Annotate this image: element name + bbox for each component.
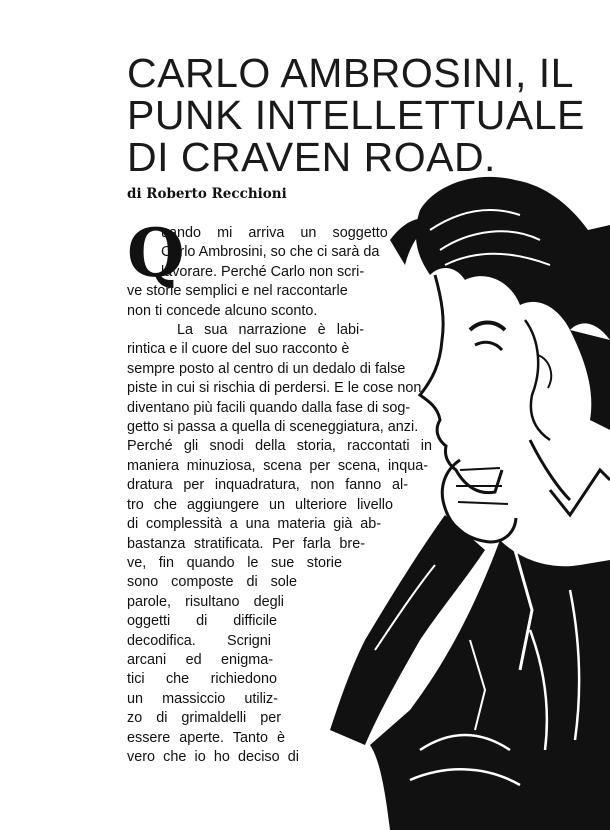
body-line: lavorare. Perché Carlo non scri- (161, 263, 365, 280)
body-line: decodifica. Scrigni (127, 632, 271, 649)
body-line: non ti concede alcuno sconto. (127, 302, 318, 319)
body-line: Carlo Ambrosini, so che ci sarà da (161, 244, 380, 261)
body-line: getto si passa a quella di sceneggiatura, anzi. (127, 419, 419, 436)
article-body (127, 214, 432, 767)
body-line: La sua narrazione è labi- (177, 322, 364, 339)
body-line: zo di grimaldelli per (127, 710, 281, 727)
title-line: PUNK INTELLETTUALE (127, 92, 585, 138)
byline: di Roberto Recchioni (127, 186, 287, 202)
body-line: un massiccio utiliz- (127, 690, 278, 707)
body-line: tro che aggiungere un ulteriore livello (127, 496, 393, 513)
body-line: vero che io ho deciso di (127, 748, 299, 765)
body-line: parole, risultano degli (127, 593, 284, 610)
body-line: uando mi arriva un soggetto di (161, 225, 415, 241)
body-line: ve, fin quando le sue storie (127, 554, 342, 571)
body-line: diventano più facili quando dalla fase di sog- (127, 399, 411, 416)
body-line: dratura per inquadratura, non fanno al- (127, 477, 408, 494)
body-line: piste in cui si rischia di perdersi. E le cose non (127, 380, 422, 397)
body-line: Perché gli snodi della storia, raccontati in (127, 438, 432, 455)
body-line: sempre posto al centro di un dedalo di false (127, 360, 406, 377)
body-line: oggetti di difficile (127, 613, 277, 630)
title-line: DI CRAVEN ROAD. (127, 134, 496, 180)
body-line: di complessità a una materia già ab- (127, 516, 381, 533)
body-line: ve storie semplici e nel raccontarle (127, 283, 348, 300)
title-line: CARLO AMBROSINI, IL (127, 50, 574, 96)
body-line: tici che richiedono (127, 671, 277, 688)
body-line: arcani ed enigma- (127, 651, 273, 668)
body-line: sono composte di sole (127, 574, 297, 591)
body-line: essere aperte. Tanto è (127, 729, 285, 746)
body-line: rintica e il cuore del suo racconto è (127, 341, 350, 358)
drop-cap: Q (127, 214, 185, 292)
article-title (127, 52, 585, 178)
body-line: maniera minuziosa, scena per scena, inqua- (127, 457, 428, 474)
body-line: bastanza stratificata. Per farla bre- (127, 535, 365, 552)
